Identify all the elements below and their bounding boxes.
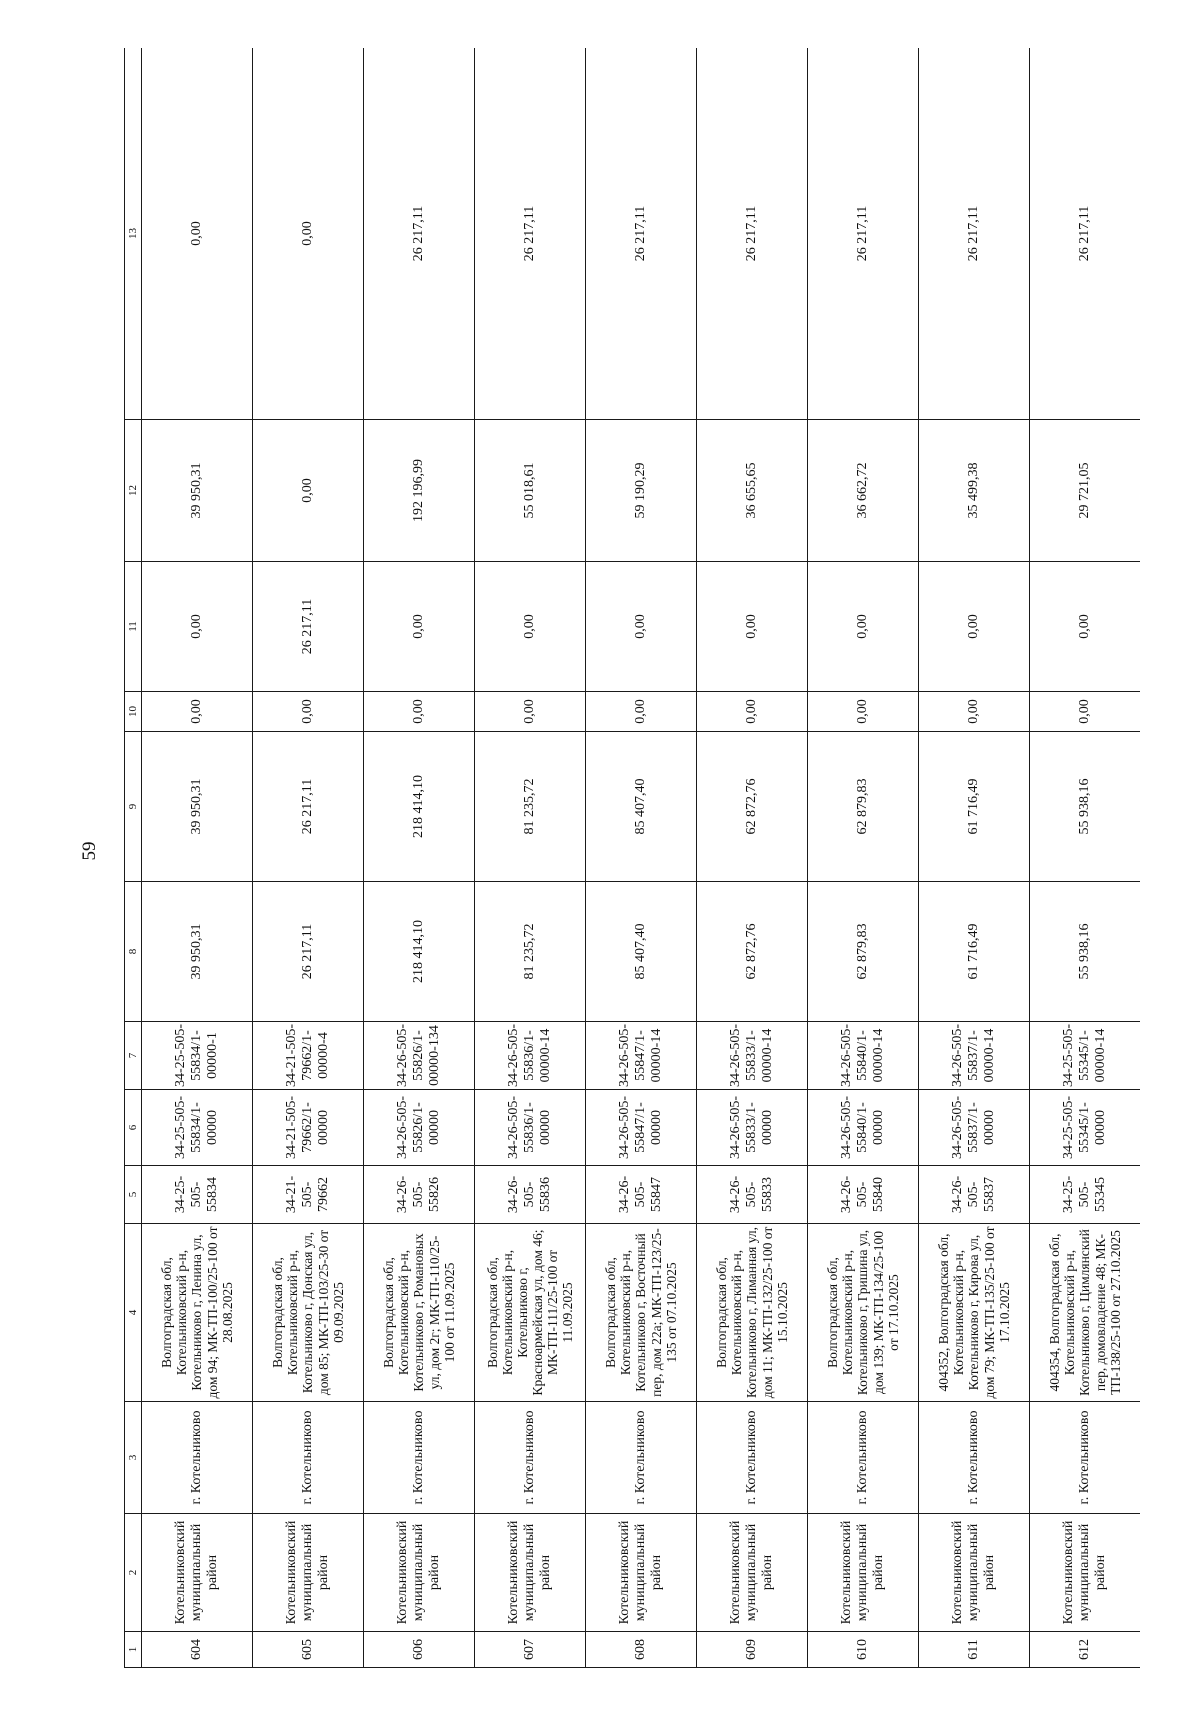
value-9: 62 872,76 — [697, 732, 808, 882]
value-9: 62 879,83 — [808, 732, 919, 882]
value-10: 0,00 — [364, 692, 475, 732]
table-row — [475, 48, 586, 1668]
value-10: 0,00 — [586, 692, 697, 732]
address: Волгоградская обл, Котельниковский р-н, Котельниково г, Восточный пер, дом 22а; МК-ТП-123/25-135 от 07.10.2025 — [586, 1224, 697, 1402]
code-5: 34-21-505-79662 — [253, 1166, 364, 1224]
table-row — [1030, 48, 1141, 1668]
address: Волгоградская обл, Котельниковский р-н, Котельниково г, Гришина ул, дом 139; МК-ТП-134/25-100 от 17.10.2025 — [808, 1224, 919, 1402]
col-header: 12 — [125, 420, 142, 562]
address: Волгоградская обл, Котельниковский р-н, Котельниково г, Лиманная ул, дом 11; МК-ТП-132/25-100 от 15.10.2025 — [697, 1224, 808, 1402]
col-header: 3 — [125, 1402, 142, 1514]
code-6: 34-26-505-55840/1-00000 — [808, 1090, 919, 1166]
value-12: 192 196,99 — [364, 420, 475, 562]
address: Волгоградская обл, Котельниковский р-н, Котельниково г, Красноармейская ул, дом 46; МК-ТП-111/25-100 от 11.09.2025 — [475, 1224, 586, 1402]
value-13: 26 217,11 — [364, 48, 475, 420]
value-9: 55 938,16 — [1030, 732, 1141, 882]
col-header: 10 — [125, 692, 142, 732]
settlement: г. Котельниково — [586, 1402, 697, 1514]
settlement: г. Котельниково — [475, 1402, 586, 1514]
col-header: 4 — [125, 1224, 142, 1402]
value-9: 85 407,40 — [586, 732, 697, 882]
settlement: г. Котельниково — [808, 1402, 919, 1514]
value-10: 0,00 — [919, 692, 1030, 732]
value-8: 61 716,49 — [919, 882, 1030, 1022]
value-8: 26 217,11 — [253, 882, 364, 1022]
row-number: 608 — [586, 1632, 697, 1668]
value-10: 0,00 — [475, 692, 586, 732]
district: Котельниковский муниципальный район — [142, 1514, 253, 1632]
value-10: 0,00 — [808, 692, 919, 732]
col-header: 1 — [125, 1632, 142, 1668]
code-5: 34-26-505-55847 — [586, 1166, 697, 1224]
settlement: г. Котельниково — [253, 1402, 364, 1514]
district: Котельниковский муниципальный район — [919, 1514, 1030, 1632]
value-13: 26 217,11 — [808, 48, 919, 420]
value-13: 26 217,11 — [919, 48, 1030, 420]
col-header: 11 — [125, 562, 142, 692]
code-6: 34-26-505-55837/1-00000 — [919, 1090, 1030, 1166]
value-11: 0,00 — [364, 562, 475, 692]
rotated-table-wrapper — [124, 48, 1140, 1668]
code-5: 34-26-505-55836 — [475, 1166, 586, 1224]
row-number: 612 — [1030, 1632, 1141, 1668]
district: Котельниковский муниципальный район — [808, 1514, 919, 1632]
district: Котельниковский муниципальный район — [586, 1514, 697, 1632]
code-5: 34-25-505-55834 — [142, 1166, 253, 1224]
code-6: 34-25-505-55345/1-00000 — [1030, 1090, 1141, 1166]
district: Котельниковский муниципальный район — [1030, 1514, 1141, 1632]
value-8: 85 407,40 — [586, 882, 697, 1022]
value-9: 26 217,11 — [253, 732, 364, 882]
settlement: г. Котельниково — [1030, 1402, 1141, 1514]
row-number: 611 — [919, 1632, 1030, 1668]
address: Волгоградская обл, Котельниковский р-н, Котельниково г, Ленина ул, дом 94; МК-ТП-100/25-100 от 28.08.2025 — [142, 1224, 253, 1402]
address: Волгоградская обл, Котельниковский р-н, Котельниково г, Донская ул, дом 85; МК-ТП-103/25-30 от 09.09.2025 — [253, 1224, 364, 1402]
value-8: 81 235,72 — [475, 882, 586, 1022]
table-row — [253, 48, 364, 1668]
address: 404352, Волгоградская обл, Котельниковский р-н, Котельниково г, Кирова ул, дом 79; МК-ТП-135/25-100 от 17.10.2025 — [919, 1224, 1030, 1402]
code-6: 34-25-505-55834/1-00000 — [142, 1090, 253, 1166]
value-13: 26 217,11 — [1030, 48, 1141, 420]
address: Волгоградская обл, Котельниковский р-н, Котельниково г, Романовых ул, дом 2г; МК-ТП-110/25-100 от 11.09.2025 — [364, 1224, 475, 1402]
table-area — [124, 48, 1140, 1668]
code-7: 34-26-505-55840/1-00000-14 — [808, 1022, 919, 1090]
value-10: 0,00 — [253, 692, 364, 732]
value-13: 26 217,11 — [697, 48, 808, 420]
page-number: 59 — [79, 841, 100, 861]
code-5: 34-26-505-55840 — [808, 1166, 919, 1224]
col-header: 13 — [125, 48, 142, 420]
value-12: 39 950,31 — [142, 420, 253, 562]
value-8: 55 938,16 — [1030, 882, 1141, 1022]
row-number: 605 — [253, 1632, 364, 1668]
code-6: 34-21-505-79662/1-00000 — [253, 1090, 364, 1166]
district: Котельниковский муниципальный район — [253, 1514, 364, 1632]
column-number-row — [125, 48, 142, 1668]
table-row — [808, 48, 919, 1668]
code-7: 34-26-505-55833/1-00000-14 — [697, 1022, 808, 1090]
district: Котельниковский муниципальный район — [475, 1514, 586, 1632]
value-12: 55 018,61 — [475, 420, 586, 562]
value-13: 0,00 — [142, 48, 253, 420]
code-5: 34-26-505-55833 — [697, 1166, 808, 1224]
row-number: 610 — [808, 1632, 919, 1668]
value-11: 0,00 — [586, 562, 697, 692]
value-11: 0,00 — [919, 562, 1030, 692]
table-body — [142, 48, 1141, 1668]
table-row — [919, 48, 1030, 1668]
row-number: 604 — [142, 1632, 253, 1668]
value-12: 59 190,29 — [586, 420, 697, 562]
settlement: г. Котельниково — [697, 1402, 808, 1514]
value-12: 29 721,05 — [1030, 420, 1141, 562]
col-header: 7 — [125, 1022, 142, 1090]
col-header: 6 — [125, 1090, 142, 1166]
value-9: 218 414,10 — [364, 732, 475, 882]
code-7: 34-26-505-55837/1-00000-14 — [919, 1022, 1030, 1090]
col-header: 8 — [125, 882, 142, 1022]
col-header: 2 — [125, 1514, 142, 1632]
table-row — [142, 48, 253, 1668]
value-13: 0,00 — [253, 48, 364, 420]
row-number: 607 — [475, 1632, 586, 1668]
district: Котельниковский муниципальный район — [364, 1514, 475, 1632]
value-9: 39 950,31 — [142, 732, 253, 882]
code-7: 34-25-505-55345/1-00000-14 — [1030, 1022, 1141, 1090]
settlement: г. Котельниково — [919, 1402, 1030, 1514]
data-table — [124, 48, 1140, 1668]
value-11: 0,00 — [142, 562, 253, 692]
value-10: 0,00 — [142, 692, 253, 732]
value-9: 61 716,49 — [919, 732, 1030, 882]
value-10: 0,00 — [1030, 692, 1141, 732]
code-6: 34-26-505-55847/1-00000 — [586, 1090, 697, 1166]
value-11: 0,00 — [475, 562, 586, 692]
code-6: 34-26-505-55833/1-00000 — [697, 1090, 808, 1166]
table-row — [697, 48, 808, 1668]
code-7: 34-21-505-79662/1-00000-4 — [253, 1022, 364, 1090]
row-number: 609 — [697, 1632, 808, 1668]
value-11: 0,00 — [697, 562, 808, 692]
code-7: 34-25-505-55834/1-00000-1 — [142, 1022, 253, 1090]
value-13: 26 217,11 — [475, 48, 586, 420]
value-11: 0,00 — [1030, 562, 1141, 692]
code-7: 34-26-505-55847/1-00000-14 — [586, 1022, 697, 1090]
col-header: 9 — [125, 732, 142, 882]
settlement: г. Котельниково — [142, 1402, 253, 1514]
address: 404354, Волгоградская обл, Котельниковский р-н, Котельниково г, Цимлянский пер, домовладение 48; МК-ТП-138/25-100 от 27.10.2025 — [1030, 1224, 1141, 1402]
code-7: 34-26-505-55826/1-00000-134 — [364, 1022, 475, 1090]
code-6: 34-26-505-55836/1-00000 — [475, 1090, 586, 1166]
col-header: 5 — [125, 1166, 142, 1224]
row-number: 606 — [364, 1632, 475, 1668]
value-13: 26 217,11 — [586, 48, 697, 420]
district: Котельниковский муниципальный район — [697, 1514, 808, 1632]
table-row — [586, 48, 697, 1668]
value-12: 35 499,38 — [919, 420, 1030, 562]
code-5: 34-26-505-55826 — [364, 1166, 475, 1224]
value-8: 62 872,76 — [697, 882, 808, 1022]
value-12: 0,00 — [253, 420, 364, 562]
value-8: 39 950,31 — [142, 882, 253, 1022]
table-row — [364, 48, 475, 1668]
code-5: 34-25-505-55345 — [1030, 1166, 1141, 1224]
value-11: 0,00 — [808, 562, 919, 692]
code-7: 34-26-505-55836/1-00000-14 — [475, 1022, 586, 1090]
settlement: г. Котельниково — [364, 1402, 475, 1514]
value-8: 62 879,83 — [808, 882, 919, 1022]
code-6: 34-26-505-55826/1-00000 — [364, 1090, 475, 1166]
code-5: 34-26-505-55837 — [919, 1166, 1030, 1224]
value-9: 81 235,72 — [475, 732, 586, 882]
value-8: 218 414,10 — [364, 882, 475, 1022]
value-12: 36 655,65 — [697, 420, 808, 562]
value-12: 36 662,72 — [808, 420, 919, 562]
value-10: 0,00 — [697, 692, 808, 732]
value-11: 26 217,11 — [253, 562, 364, 692]
